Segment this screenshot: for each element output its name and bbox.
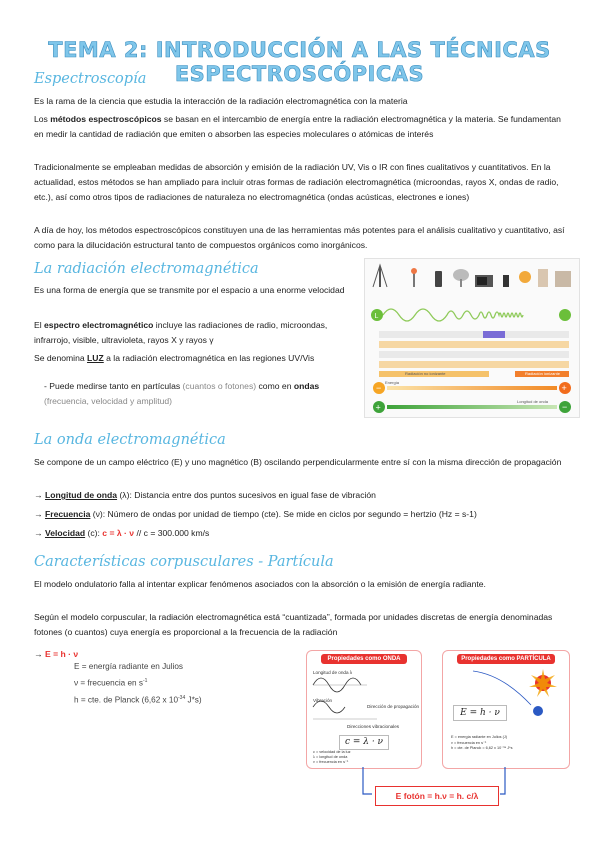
paragraph (34, 351, 354, 366)
text-gray: (cuantos o fotones) (182, 381, 257, 391)
paragraph (34, 112, 564, 142)
wave-label: Longitud de onda λ (313, 670, 353, 675)
term: Longitud de onda (44, 490, 118, 500)
text: se basan en el intercambio de energía entre la radiación electromagnética y la materia. Se fundamentan en medir la cantidad de radiación que emiten o absorben las especies moleculares o atómicas de interés (34, 114, 561, 139)
radiation-label: Radiación no ionizante (405, 371, 446, 376)
spectrum-figure (364, 258, 580, 418)
formula: c = λ · ν (102, 528, 135, 538)
list-item: → Frecuencia (ν): Número de ondas por unidad de tiempo (cte). Se mide en ciclos por segundo = hertzio (Hz = s-1) (34, 509, 477, 519)
heading-corpuscular: Características corpusculares - Partícula (34, 554, 334, 570)
legend-line: c = velocidad de la luz (313, 750, 351, 754)
legend-line: λ = longitud de onda (313, 755, 348, 759)
definition: E = energía radiante en Julios (74, 662, 184, 671)
paragraph: El modelo ondulatorio falla al intentar explicar fenómenos asociados con la absorción o la emisión de energía radiante. (34, 579, 486, 589)
wave-line (383, 309, 523, 321)
text: Los (34, 114, 51, 124)
antenna-icon (411, 268, 417, 287)
legend-line: h = cte. de Planck = 6,62 x 10⁻³⁴ J*s (451, 746, 513, 750)
spectrum-svg (365, 259, 579, 417)
microwave-icon (475, 275, 493, 287)
text: a la radiación electromagnética en las regiones UV/Vis (103, 353, 315, 363)
legend-line: ν = frecuencia en s⁻¹ (451, 740, 487, 745)
paragraph: A día de hoy, los métodos espectroscópicos constituyen una de las herramientas más potentes para el análisis cualitativo y cuantitativo, así como para la dilucidación estructural tanto de compuestos orgánicos como inorgánicos. (34, 225, 565, 250)
list-item: → Longitud de onda (λ): Distancia entre dos puntos sucesivos en igual fase de vibración (34, 490, 376, 500)
particle-formula-box: E = h · ν (453, 705, 507, 721)
paragraph: Se compone de un campo eléctrico (E) y uno magnético (B) oscilando perpendicularmente entre sí con la misma dirección de propagación (34, 457, 562, 467)
text: incluye las radiaciones de radio, microondas, infrarrojo, visible, ultravioleta, rayos X y rayos γ (34, 320, 328, 345)
legend-line: E = energía radiante en Julios (J) (451, 735, 508, 739)
particle-properties-panel (442, 650, 570, 769)
text-gray: (frecuencia, velocidad y amplitud) (44, 396, 173, 406)
wave-label: Dirección de propagación (367, 704, 420, 709)
text: (λ): Distancia entre dos puntos sucesivos en igual fase de vibración (117, 490, 376, 500)
paragraph: Según el modelo corpuscular, la radiación electromagnética está “cuantizada”, formada por unidades discretas de energía denominadas fotones (o cuantos) cuya energía es proporcional a la frecuencia de la radiación (34, 612, 553, 637)
panel-title: Propiedades como PARTÍCULA (457, 654, 555, 664)
list-item: → Velocidad (c): c = λ · ν // c = 300.000 km/s (34, 528, 210, 538)
wave-properties-panel (306, 650, 422, 769)
satellite-dish-icon (453, 269, 469, 287)
formula-line: → E = h · ν (34, 649, 79, 659)
wave-formula-box: c = λ · ν (339, 735, 389, 750)
wave-label: Vibración (313, 698, 333, 703)
svg-text:−: − (376, 383, 382, 393)
text: Se denomina (34, 353, 88, 363)
photon-energy-formula: E fotón = h.ν = h. c/λ (375, 786, 499, 806)
nuclear-icon (555, 271, 571, 287)
wavelength-label: Longitud de onda (517, 399, 548, 404)
text: J*s) (185, 695, 202, 705)
bullet (44, 379, 354, 409)
svg-text:L: L (374, 313, 379, 320)
text: (c): (85, 528, 103, 538)
paragraph: Tradicionalmente se empleaban medidas de absorción y emisión de la radiación UV, Vis o IR con fines cualitativos y cuantitativos. En la actualidad, estos métodos se han ampliado para incluir otras formas de radiación electromagnética (microondas, rayos X, ondas de radio, etc.), así como otros tipos de radiaciones de naturaleza no electromagnética (ondas acústicas, electrones e iones) (34, 162, 559, 202)
text-bold: métodos espectroscópicos (50, 114, 162, 124)
heading-espectroscopia: Espectroscopía (34, 71, 147, 87)
text: ν = frecuencia en s (74, 678, 143, 688)
text: // c = 300.000 km/s (134, 528, 210, 538)
text: - Puede medirse tanto en partículas (44, 381, 183, 391)
wave-label: Direcciones vibracionales (347, 724, 400, 729)
text: El (34, 320, 45, 330)
heading-onda: La onda electromagnética (34, 432, 226, 448)
remote-icon (503, 275, 509, 287)
term: Frecuencia (44, 509, 91, 519)
lamp-icon (519, 271, 531, 283)
text: h = cte. de Planck (6,62 x 10 (74, 695, 178, 705)
legend-line: ν = frecuencia en s⁻¹ (313, 760, 349, 764)
text: (ν): Número de ondas por unidad de tiempo (cte). Se mide en ciclos por segundo = hertzio (Hz = s-1) (90, 509, 477, 519)
paragraph: Es la rama de la ciencia que estudia la interacción de la radiación electromagnética con la materia (34, 96, 408, 106)
text-bold: ondas (293, 381, 320, 391)
tower-icon (373, 265, 387, 287)
wave-legend (313, 750, 350, 765)
phone-icon (435, 271, 442, 287)
page-title: TEMA 2: INTRODUCCIÓN A LAS TÉCNICAS ESPECTROSCÓPICAS (48, 38, 551, 86)
sun-burst-icon (529, 669, 557, 697)
svg-text:+: + (375, 402, 381, 413)
panel-title: Propiedades como ONDA (321, 654, 407, 664)
energy-label: Energía (385, 380, 400, 385)
formula: E = h · ν (44, 649, 79, 659)
superscript: -1 (142, 678, 148, 684)
particle-legend (451, 735, 512, 752)
heading-radiacion: La radiación electromagnética (34, 261, 259, 277)
term: Velocidad (44, 528, 86, 538)
svg-text:+: + (561, 383, 567, 393)
paragraph: Es una forma de energía que se transmite por el espacio a una enorme velocidad (34, 285, 345, 295)
text-bold: espectro electromagnético (44, 320, 154, 330)
svg-text:−: − (562, 402, 568, 412)
text-bold: LUZ (87, 353, 104, 363)
paragraph (34, 318, 354, 348)
definitions (74, 660, 202, 707)
definition (74, 691, 202, 708)
text: como en (256, 381, 294, 391)
xray-hand-icon (538, 269, 548, 287)
superscript: -34 (178, 694, 186, 701)
definition (74, 674, 202, 691)
radiation-label: Radiación ionizante (525, 371, 560, 376)
